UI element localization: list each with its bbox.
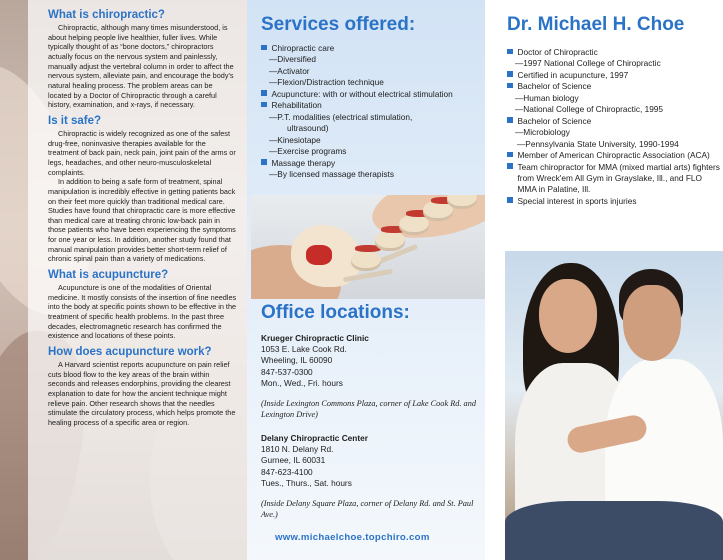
office-delany xyxy=(261,432,476,520)
list-item: —Flexion/Distraction technique xyxy=(269,77,384,88)
office-city: Gurnee, IL 60031 xyxy=(261,455,326,466)
doctor-name: Dr. Michael H. Choe xyxy=(507,14,685,35)
office-name: Delany Chiropractic Center xyxy=(261,433,368,443)
bullet-square-icon xyxy=(507,117,513,123)
office-phone: 847-537-0300 xyxy=(261,366,313,377)
section-heading: What is chiropractic? xyxy=(48,9,165,21)
office-krueger xyxy=(261,332,476,420)
vertebra-shape xyxy=(351,251,381,271)
spine-model-photo xyxy=(251,195,485,299)
list-item: Certified in acupuncture, 1997 xyxy=(507,70,721,81)
section-paragraph: In addition to being a safe form of treatment, spinal manipulation is incredibly effective in getting patients back on their feet more quickly than traditional medical care. Studies have found that chiropractic care is more effective than medical care at treating chronic low-back pain in those patients who have been experiencing the symptoms for one year or less. In addition, another study found that manual manipulation provides better short-term relief of chronic spinal pain than a variety of medications. xyxy=(48,177,236,264)
office-hours: Tues., Thurs., Sat. hours xyxy=(261,478,352,489)
left-panel xyxy=(0,0,247,560)
list-item: Team chiropractor for MMA (mixed martial arts) fighters from Wreck'em All Gym in Grayslake, Ill., and FLO MMA in Palatine, Ill. xyxy=(507,162,721,196)
list-item: ultrasound) xyxy=(287,123,329,134)
bullet-square-icon xyxy=(507,49,513,55)
vertebra-shape xyxy=(375,231,405,251)
office-note: (Inside Lexington Commons Plaza, corner of Lake Cook Rd. and Lexington Drive) xyxy=(261,398,477,420)
section-paragraph: A Harvard scientist reports acupuncture on pain relief cuts blood flow to the key areas of the brain within seconds and releases endorphins, providing the clearest explanation to date for how the ancient technique might relieve pain. Other research shows that the needles stimulate the circulatory process, which helps promote the healing process of a specific area or region. xyxy=(48,360,236,427)
section-heading: What is acupuncture? xyxy=(48,269,169,282)
list-item: —P.T. modalities (electrical stimulation, xyxy=(269,111,413,122)
list-item: —Exercise programs xyxy=(269,146,347,157)
section-paragraph: Chiropractic, although many times misunderstood, is about helping people live healthier, fuller lives. While typically thought of as “bone doctors,” chiropractors actually focus on the nervous system and painlessly, manually adjust the vertebral column in order to affect the nervous system, alleviate pain, and encourage the body's natural healing process. The problem areas can be located by a Doctor of Chiropractic through a careful history, examination, and x-rays, if necessary. xyxy=(48,23,234,110)
bullet-square-icon xyxy=(507,152,513,158)
portrait-shape xyxy=(623,285,681,361)
sacrum-shape xyxy=(306,245,332,265)
section-paragraph: Acupuncture is one of the modalities of Oriental medicine. It mostly consists of the insertion of fine needles into the body at specific points shown to be effective in the treatment of specific health problems. In the past three decades, electromagnetic research has confirmed the existence and locations of these points. xyxy=(48,283,237,341)
bullet-square-icon xyxy=(507,163,513,169)
list-item: Member of American Chiropractic Association (ACA) xyxy=(507,150,721,161)
bullet-square-icon xyxy=(507,197,513,203)
portrait-shape xyxy=(505,501,723,560)
list-item: —By licensed massage therapists xyxy=(269,168,394,179)
bullet-square-icon xyxy=(507,83,513,89)
list-item: —Activator xyxy=(269,65,310,76)
section-what-is-acupuncture xyxy=(48,268,238,341)
list-item: —Pennsylvania State University, 1990-1994 xyxy=(517,138,679,149)
bullet-square-icon xyxy=(261,102,267,108)
left-text-column xyxy=(48,8,238,432)
office-hours: Mon., Wed., Fri. hours xyxy=(261,378,343,389)
office-note: (Inside Delany Square Plaza, corner of Delany Rd. and St. Paul Ave.) xyxy=(261,498,474,520)
section-paragraph: Chiropractic is widely recognized as one of the safest drug-free, noninvasive therapies available for the treatment of back pain, neck pain, joint pain of the arms or legs, headaches, and other neuro-musculoskeletal complaints. xyxy=(48,128,236,177)
office-name: Krueger Chiropractic Clinic xyxy=(261,333,369,343)
portrait-shape xyxy=(539,279,597,353)
list-item: —1997 National College of Chiropractic xyxy=(515,58,661,69)
list-item: Doctor of Chiropractic xyxy=(507,47,721,58)
services-title: Services offered: xyxy=(261,14,416,35)
section-is-it-safe xyxy=(48,114,238,264)
services-list xyxy=(261,43,483,180)
list-item: Massage therapy xyxy=(261,158,483,169)
middle-panel xyxy=(247,0,485,560)
website-link[interactable]: www.michaelchoe.topchiro.com xyxy=(275,532,430,543)
vertebra-shape xyxy=(399,215,429,235)
list-item: —Human biology xyxy=(515,92,579,103)
list-item: —Microbiology xyxy=(515,127,570,138)
list-item: Bachelor of Science xyxy=(507,116,721,127)
section-what-is-chiropractic xyxy=(48,8,238,110)
bullet-square-icon xyxy=(261,45,267,51)
list-item: Rehabilitation xyxy=(261,100,483,111)
bullet-square-icon xyxy=(507,71,513,77)
office-address: 1053 E. Lake Cook Rd. xyxy=(261,344,347,354)
list-item: —National College of Chiropractic, 1995 xyxy=(515,104,664,115)
section-heading: Is it safe? xyxy=(48,114,102,127)
office-address: 1810 N. Delany Rd. xyxy=(261,444,334,454)
list-item: Acupuncture: with or without electrical stimulation xyxy=(261,89,483,100)
credentials-list xyxy=(507,47,721,207)
list-item: Chiropractic care xyxy=(261,43,483,54)
list-item: Special interest in sports injuries xyxy=(507,196,721,207)
couple-portrait-photo xyxy=(505,251,723,560)
list-item: Bachelor of Science xyxy=(507,81,721,92)
office-phone: 847-623-4100 xyxy=(261,466,313,477)
section-heading: How does acupuncture work? xyxy=(48,346,212,359)
right-panel xyxy=(485,0,723,560)
section-how-acupuncture-works xyxy=(48,345,238,428)
office-city: Wheeling, IL 60090 xyxy=(261,355,333,366)
bullet-square-icon xyxy=(261,159,267,165)
bullet-square-icon xyxy=(261,90,267,96)
list-item: —Diversified xyxy=(269,54,317,65)
list-item: —Kinesiotape xyxy=(269,134,321,145)
office-locations-title: Office locations: xyxy=(261,302,410,323)
